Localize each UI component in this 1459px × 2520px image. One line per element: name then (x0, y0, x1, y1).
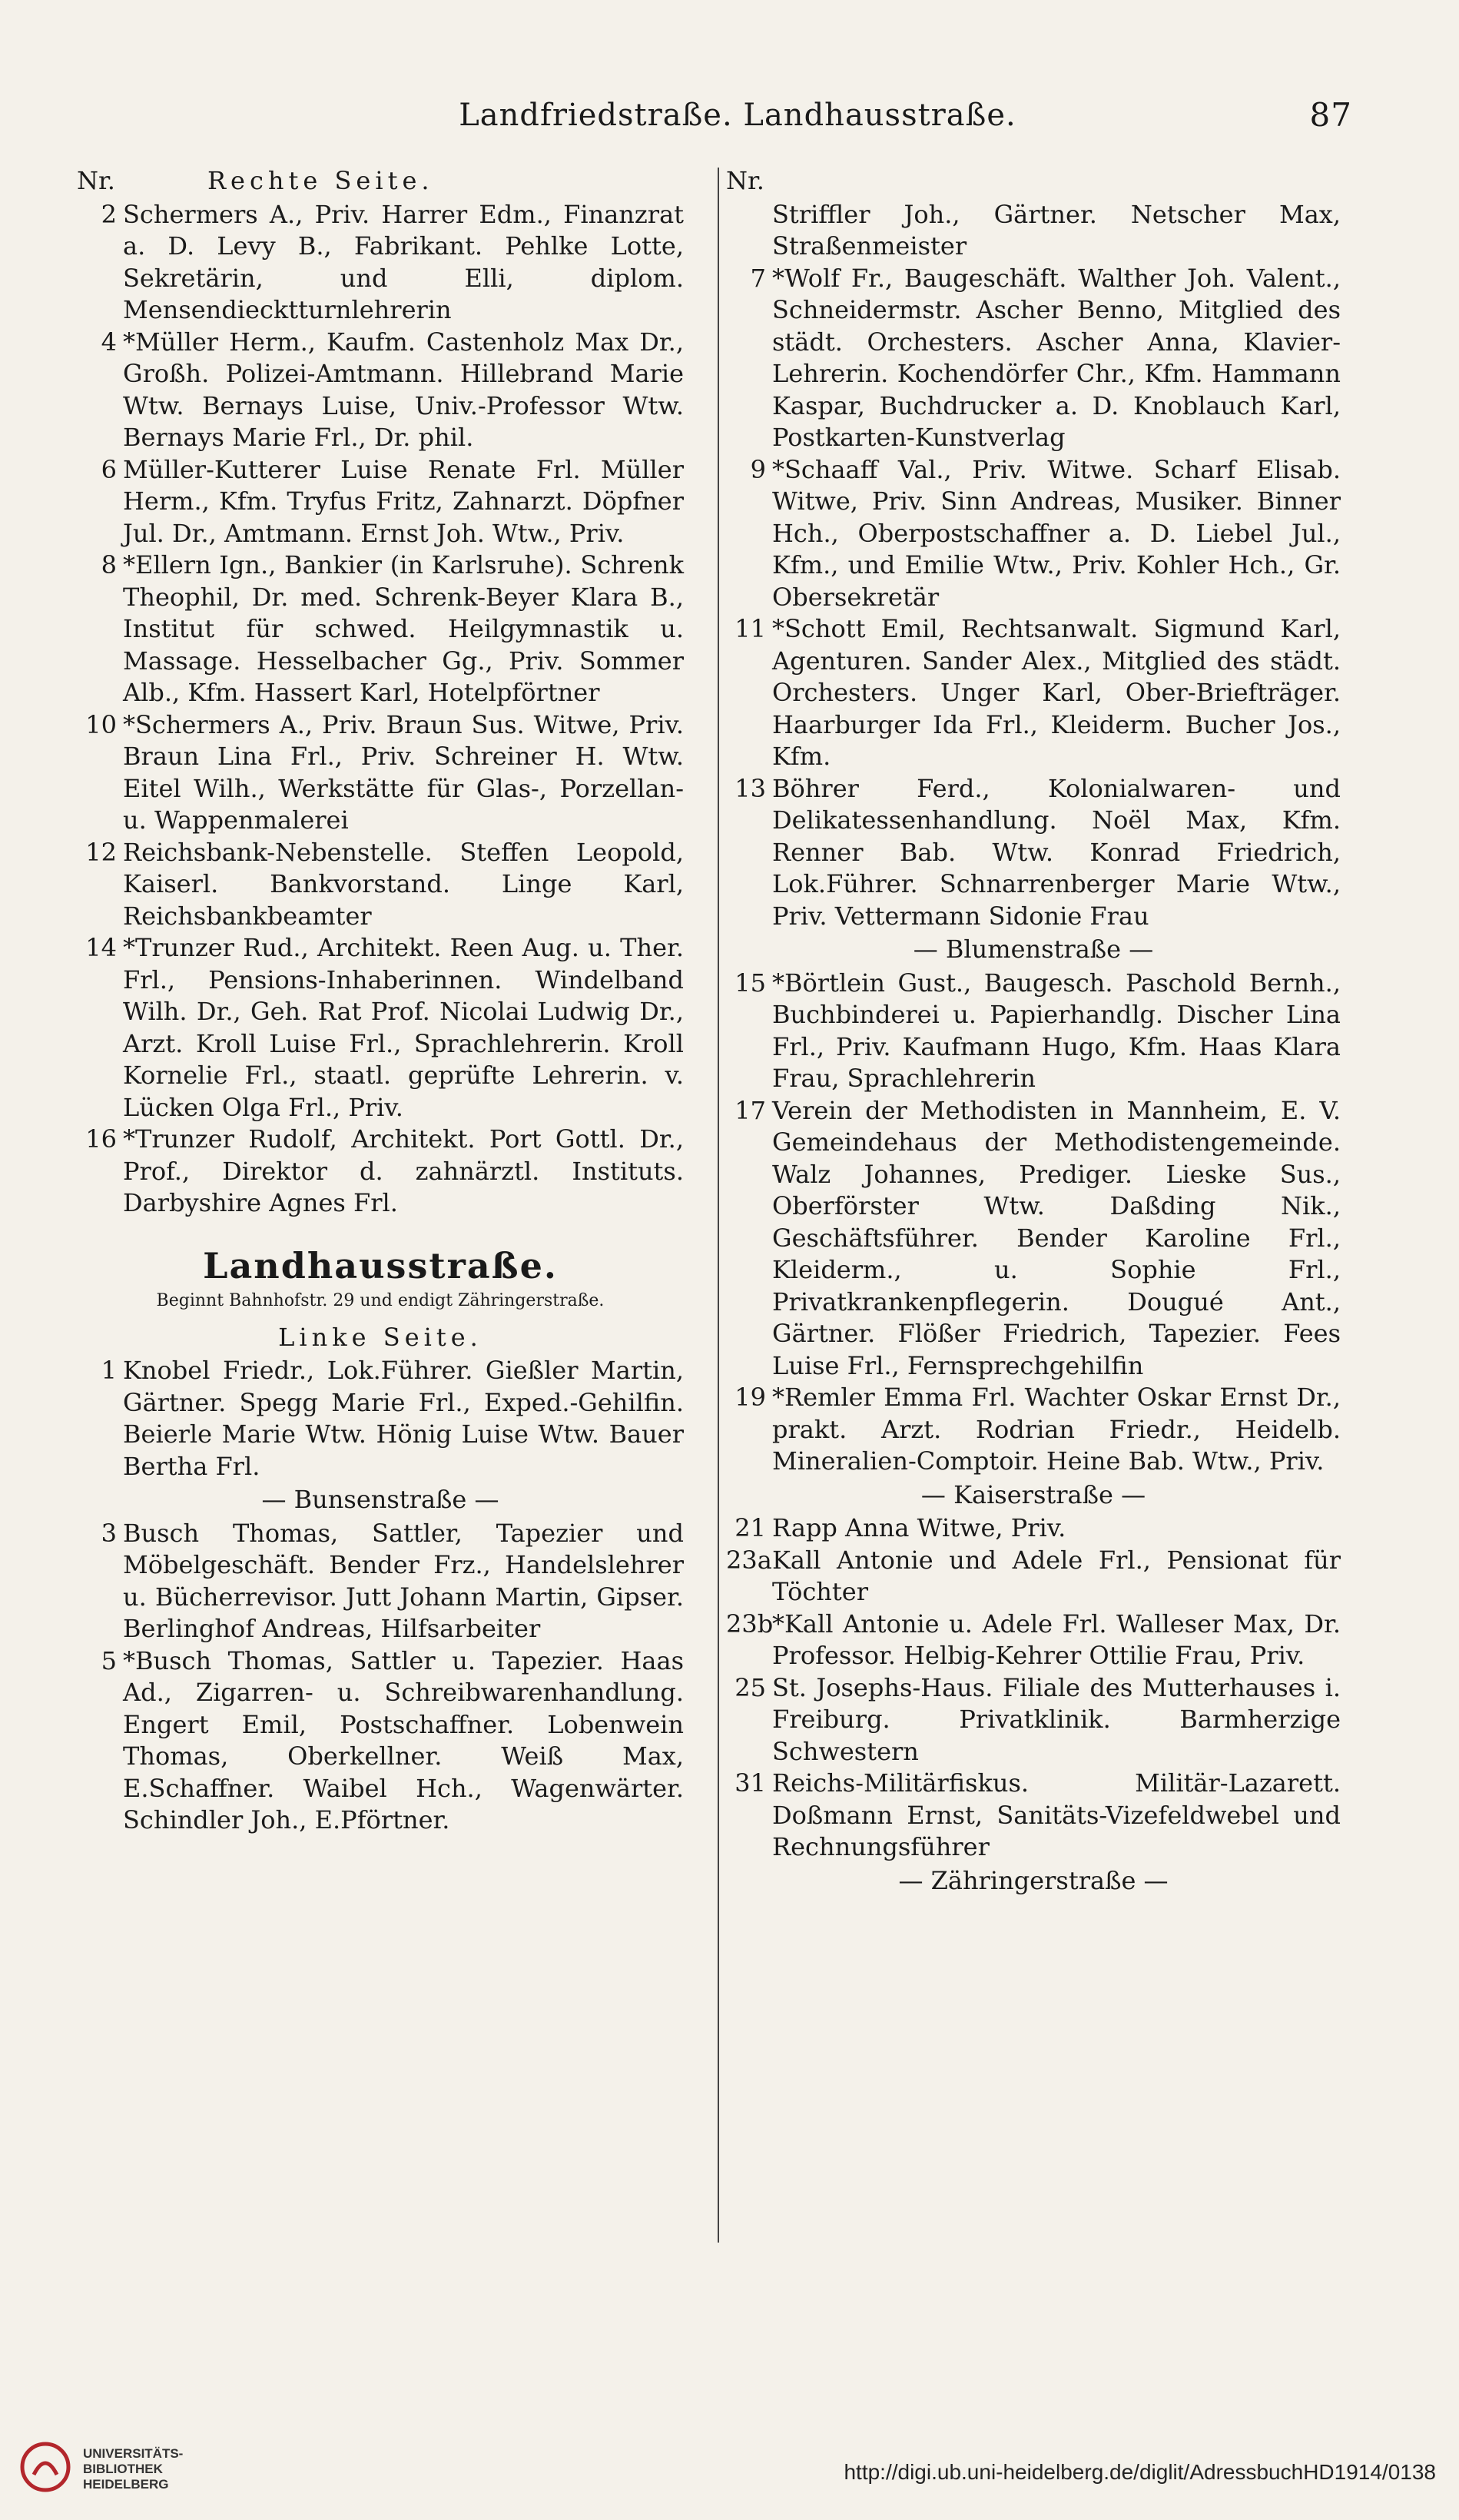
house-number: 14 (85, 933, 117, 962)
house-number: 13 (734, 773, 766, 803)
resident-list: Knobel Friedr., Lok.Führer. Gießler Martin, Gärtner. Spegg Marie Frl., Exped.-Gehilfin. Beierle Marie Wtw. Hönig Luise Wtw. Bauer Bertha Frl. (123, 1356, 684, 1481)
cross-street: — Kaiserstraße — (920, 1479, 1146, 1509)
house-number: 6 (101, 454, 117, 484)
left-column-head (77, 165, 684, 198)
right-column (726, 165, 1341, 1898)
house-number: 25 (734, 1672, 766, 1702)
house-number: 12 (85, 837, 117, 867)
house-number: 21 (734, 1513, 766, 1542)
resident-list: *Kall Antonie u. Adele Frl. Walleser Max, Dr. Professor. Helbig-Kehrer Ottilie Frau, Priv. (772, 1609, 1341, 1670)
house-number: 23a (726, 1545, 772, 1575)
address-entry (726, 199, 1341, 263)
address-entry (77, 709, 684, 837)
house-number: 11 (734, 614, 766, 643)
entry-list (77, 199, 684, 1220)
resident-list: St. Josephs-Haus. Filiale des Mutterhauses i. Freiburg. Privatklinik. Barmherzige Schwestern (772, 1672, 1341, 1766)
entry-list (77, 1518, 684, 1837)
house-number: 16 (85, 1124, 117, 1154)
resident-list: Reichsbank-Nebenstelle. Steffen Leopold, Kaiserl. Bankvorstand. Linge Karl, Reichsbankbeamter (123, 837, 684, 931)
page-number: 87 (1309, 96, 1352, 134)
section-title: Landhausstraße. (203, 1244, 558, 1287)
house-number: 19 (734, 1383, 766, 1412)
library-name-line: UNIVERSITÄTS- (83, 2446, 184, 2461)
resident-list: Verein der Methodisten in Mannheim, E. V. Gemeindehaus der Methodistengemeinde. Walz Johannes, Prediger. Lieske Sus., Oberförster Wtw. Daßding Nik., Geschäftsführer. Bender Karoline Frl., Kleiderm., u. Sophie Frl., Privatkrankenpflegerin. Dougué Ant., Gärtner. Flößer Friedrich, Tapezier. Fees Luise Frl., Fernsprechgehilfin (772, 1095, 1341, 1380)
address-entry (77, 1645, 684, 1837)
address-entry (726, 1672, 1341, 1768)
resident-list: *Wolf Fr., Baugeschäft. Walther Joh. Valent., Schneidermstr. Ascher Benno, Mitglied des städt. Orchesters. Ascher Anna, Klavier-Lehrerin. Kochendörfer Chr., Kfm. Hammann Kaspar, Buchdrucker a. D. Knoblauch Karl, Postkarten-Kunstverlag (772, 263, 1341, 452)
house-number: 2 (101, 199, 117, 229)
house-number: 5 (101, 1645, 117, 1675)
nr-label: Nr. (77, 166, 115, 195)
address-entry (77, 327, 684, 454)
address-entry (726, 1545, 1341, 1609)
column-divider (718, 168, 719, 2243)
resident-list: *Remler Emma Frl. Wachter Oskar Ernst Dr., prakt. Arzt. Rodrian Friedr., Heidelb. Mineralien-Comptoir. Heine Bab. Wtw., Priv. (772, 1383, 1341, 1476)
resident-list: Reichs-Militärfiskus. Militär-Lazarett. Doßmann Ernst, Sanitäts-Vizefeldwebel und Rechnungsführer (772, 1768, 1341, 1861)
side-label: Rechte Seite. (207, 166, 434, 195)
cross-street: — Zähringerstraße — (898, 1865, 1169, 1895)
address-entry (77, 837, 684, 933)
address-entry (726, 1382, 1341, 1478)
address-entry (726, 613, 1341, 773)
address-entry (726, 263, 1341, 454)
resident-list: Striffler Joh., Gärtner. Netscher Max, Straßenmeister (772, 199, 1341, 261)
house-number: 15 (734, 968, 766, 998)
resident-list: *Schermers A., Priv. Braun Sus. Witwe, Priv. Braun Lina Frl., Priv. Schreiner H. Wtw. Eitel Wilh., Werkstätte für Glas-, Porzellan- u. Wappenmalerei (123, 709, 684, 835)
entry-list (77, 1355, 684, 1482)
resident-list: Busch Thomas, Sattler, Tapezier und Möbelgeschäft. Bender Frz., Handelslehrer u. Bücherrevisor. Jutt Johann Martin, Gipser. Berlinghof Andreas, Hilfsarbeiter (123, 1518, 684, 1643)
house-number: 10 (85, 709, 117, 739)
address-entry (77, 1518, 684, 1645)
entry-list (726, 199, 1341, 933)
address-entry (77, 1124, 684, 1220)
house-number: 31 (734, 1768, 766, 1798)
address-entry (726, 1095, 1341, 1383)
address-entry (726, 968, 1341, 1095)
address-entry (726, 1512, 1341, 1545)
resident-list: *Schott Emil, Rechtsanwalt. Sigmund Karl, Agenturen. Sander Alex., Mitglied des städt. Orchesters. Unger Karl, Ober-Briefträger. Haarburger Ida Frl., Kleiderm. Bucher Jos., Kfm. (772, 614, 1341, 771)
left-column (77, 165, 684, 1837)
section-subtitle: Beginnt Bahnhofstr. 29 und endigt Zähringerstraße. (156, 1291, 605, 1310)
cross-street: — Bunsenstraße — (261, 1485, 499, 1514)
resident-list: *Schaaff Val., Priv. Witwe. Scharf Elisab. Witwe, Priv. Sinn Andreas, Musiker. Binner Hch., Oberpostschaffner a. D. Liebel Jul., Kfm., und Emilie Wtw., Priv. Kohler Hch., Gr. Obersekretär (772, 454, 1341, 612)
resident-list: *Trunzer Rud., Architekt. Reen Aug. u. Ther. Frl., Pensions-Inhaberinnen. Windelband Wilh. Dr., Geh. Rat Prof. Nicolai Ludwig Dr., Arzt. Kroll Luise Frl., Sprachlehrerin. Kroll Kornelie Frl., staatl. geprüfte Lehrerin. v. Lücken Olga Frl., Priv. (123, 933, 684, 1122)
house-number: 17 (734, 1095, 766, 1125)
address-entry (726, 1609, 1341, 1672)
house-number: 9 (750, 454, 766, 484)
page-header (123, 88, 1352, 142)
resident-list: *Müller Herm., Kaufm. Castenholz Max Dr., Großh. Polizei-Amtmann. Hillebrand Marie Wtw. Bernays Luise, Univ.-Professor Wtw. Bernays Marie Frl., Dr. phil. (123, 327, 684, 452)
address-entry (726, 773, 1341, 933)
library-name (83, 2446, 183, 2492)
resident-list: *Börtlein Gust., Baugesch. Paschold Bernh., Buchbinderei u. Papierhandlg. Discher Lina Frl., Priv. Kaufmann Hugo, Kfm. Haas Klara Frau, Sprachlehrerin (772, 968, 1341, 1093)
resident-list: *Busch Thomas, Sattler u. Tapezier. Haas Ad., Zigarren- u. Schreibwarenhandlung. Engert Emil, Postschaffner. Lobenwein Thomas, Oberkellner. Weiß Max, E.Schaffner. Waibel Hch., Wagenwärter. Schindler Joh., E.Pförtner. (123, 1645, 684, 1834)
entry-list (726, 968, 1341, 1478)
house-number: 4 (101, 327, 117, 357)
house-number: 3 (101, 1518, 117, 1548)
resident-list: *Ellern Ign., Bankier (in Karlsruhe). Schrenk Theophil, Dr. med. Schrenk-Beyer Klara B., Institut für schwed. Heilgymnastik u. Massage. Hesselbacher Gg., Priv. Sommer Alb., Kfm. Hassert Karl, Hotelpförtner (123, 550, 684, 707)
address-entry (77, 454, 684, 550)
entry-list (726, 1512, 1341, 1864)
university-logo-icon (18, 2440, 72, 2494)
address-entry (77, 1355, 684, 1482)
address-entry (77, 199, 684, 327)
resident-list: Kall Antonie und Adele Frl., Pensionat für Töchter (772, 1545, 1341, 1606)
library-name-line: BIBLIOTHEK (83, 2462, 163, 2476)
address-entry (726, 454, 1341, 614)
address-entry (77, 932, 684, 1124)
address-entry (77, 549, 684, 709)
right-column-head (726, 165, 1341, 198)
cross-street: — Blumenstraße — (913, 935, 1154, 964)
page-footer (0, 2440, 1459, 2502)
nr-label: Nr. (726, 166, 764, 195)
resident-list: Böhrer Ferd., Kolonialwaren- und Delikatessenhandlung. Noël Max, Kfm. Renner Bab. Wtw. Konrad Friedrich, Lok.Führer. Schnarrenberger Marie Wtw., Priv. Vettermann Sidonie Frau (772, 773, 1341, 931)
house-number: 7 (750, 263, 766, 293)
library-name-line: HEIDELBERG (83, 2477, 169, 2492)
resident-list: Müller-Kutterer Luise Renate Frl. Müller Herm., Kfm. Tryfus Fritz, Zahnarzt. Döpfner Jul. Dr., Amtmann. Ernst Joh. Wtw., Priv. (123, 454, 684, 548)
resident-list: *Trunzer Rudolf, Architekt. Port Gottl. Dr., Prof., Direktor d. zahnärztl. Instituts. Darbyshire Agnes Frl. (123, 1124, 684, 1217)
resident-list: Rapp Anna Witwe, Priv. (772, 1513, 1066, 1542)
resident-list: Schermers A., Priv. Harrer Edm., Finanzrat a. D. Levy B., Fabrikant. Pehlke Lotte, Sekretärin, und Elli, diplom. Mensendiecktturnlehrerin (123, 199, 684, 324)
section-side-label: Linke Seite. (278, 1322, 482, 1352)
page-title: Landfriedstraße. Landhausstraße. (459, 98, 1016, 133)
address-entry (726, 1768, 1341, 1864)
source-url-link[interactable]: http://digi.ub.uni-heidelberg.de/diglit/AdressbuchHD1914/0138 (844, 2460, 1436, 2484)
house-number: 1 (101, 1356, 117, 1385)
house-number: 23b (726, 1609, 774, 1638)
house-number: 8 (101, 550, 117, 579)
